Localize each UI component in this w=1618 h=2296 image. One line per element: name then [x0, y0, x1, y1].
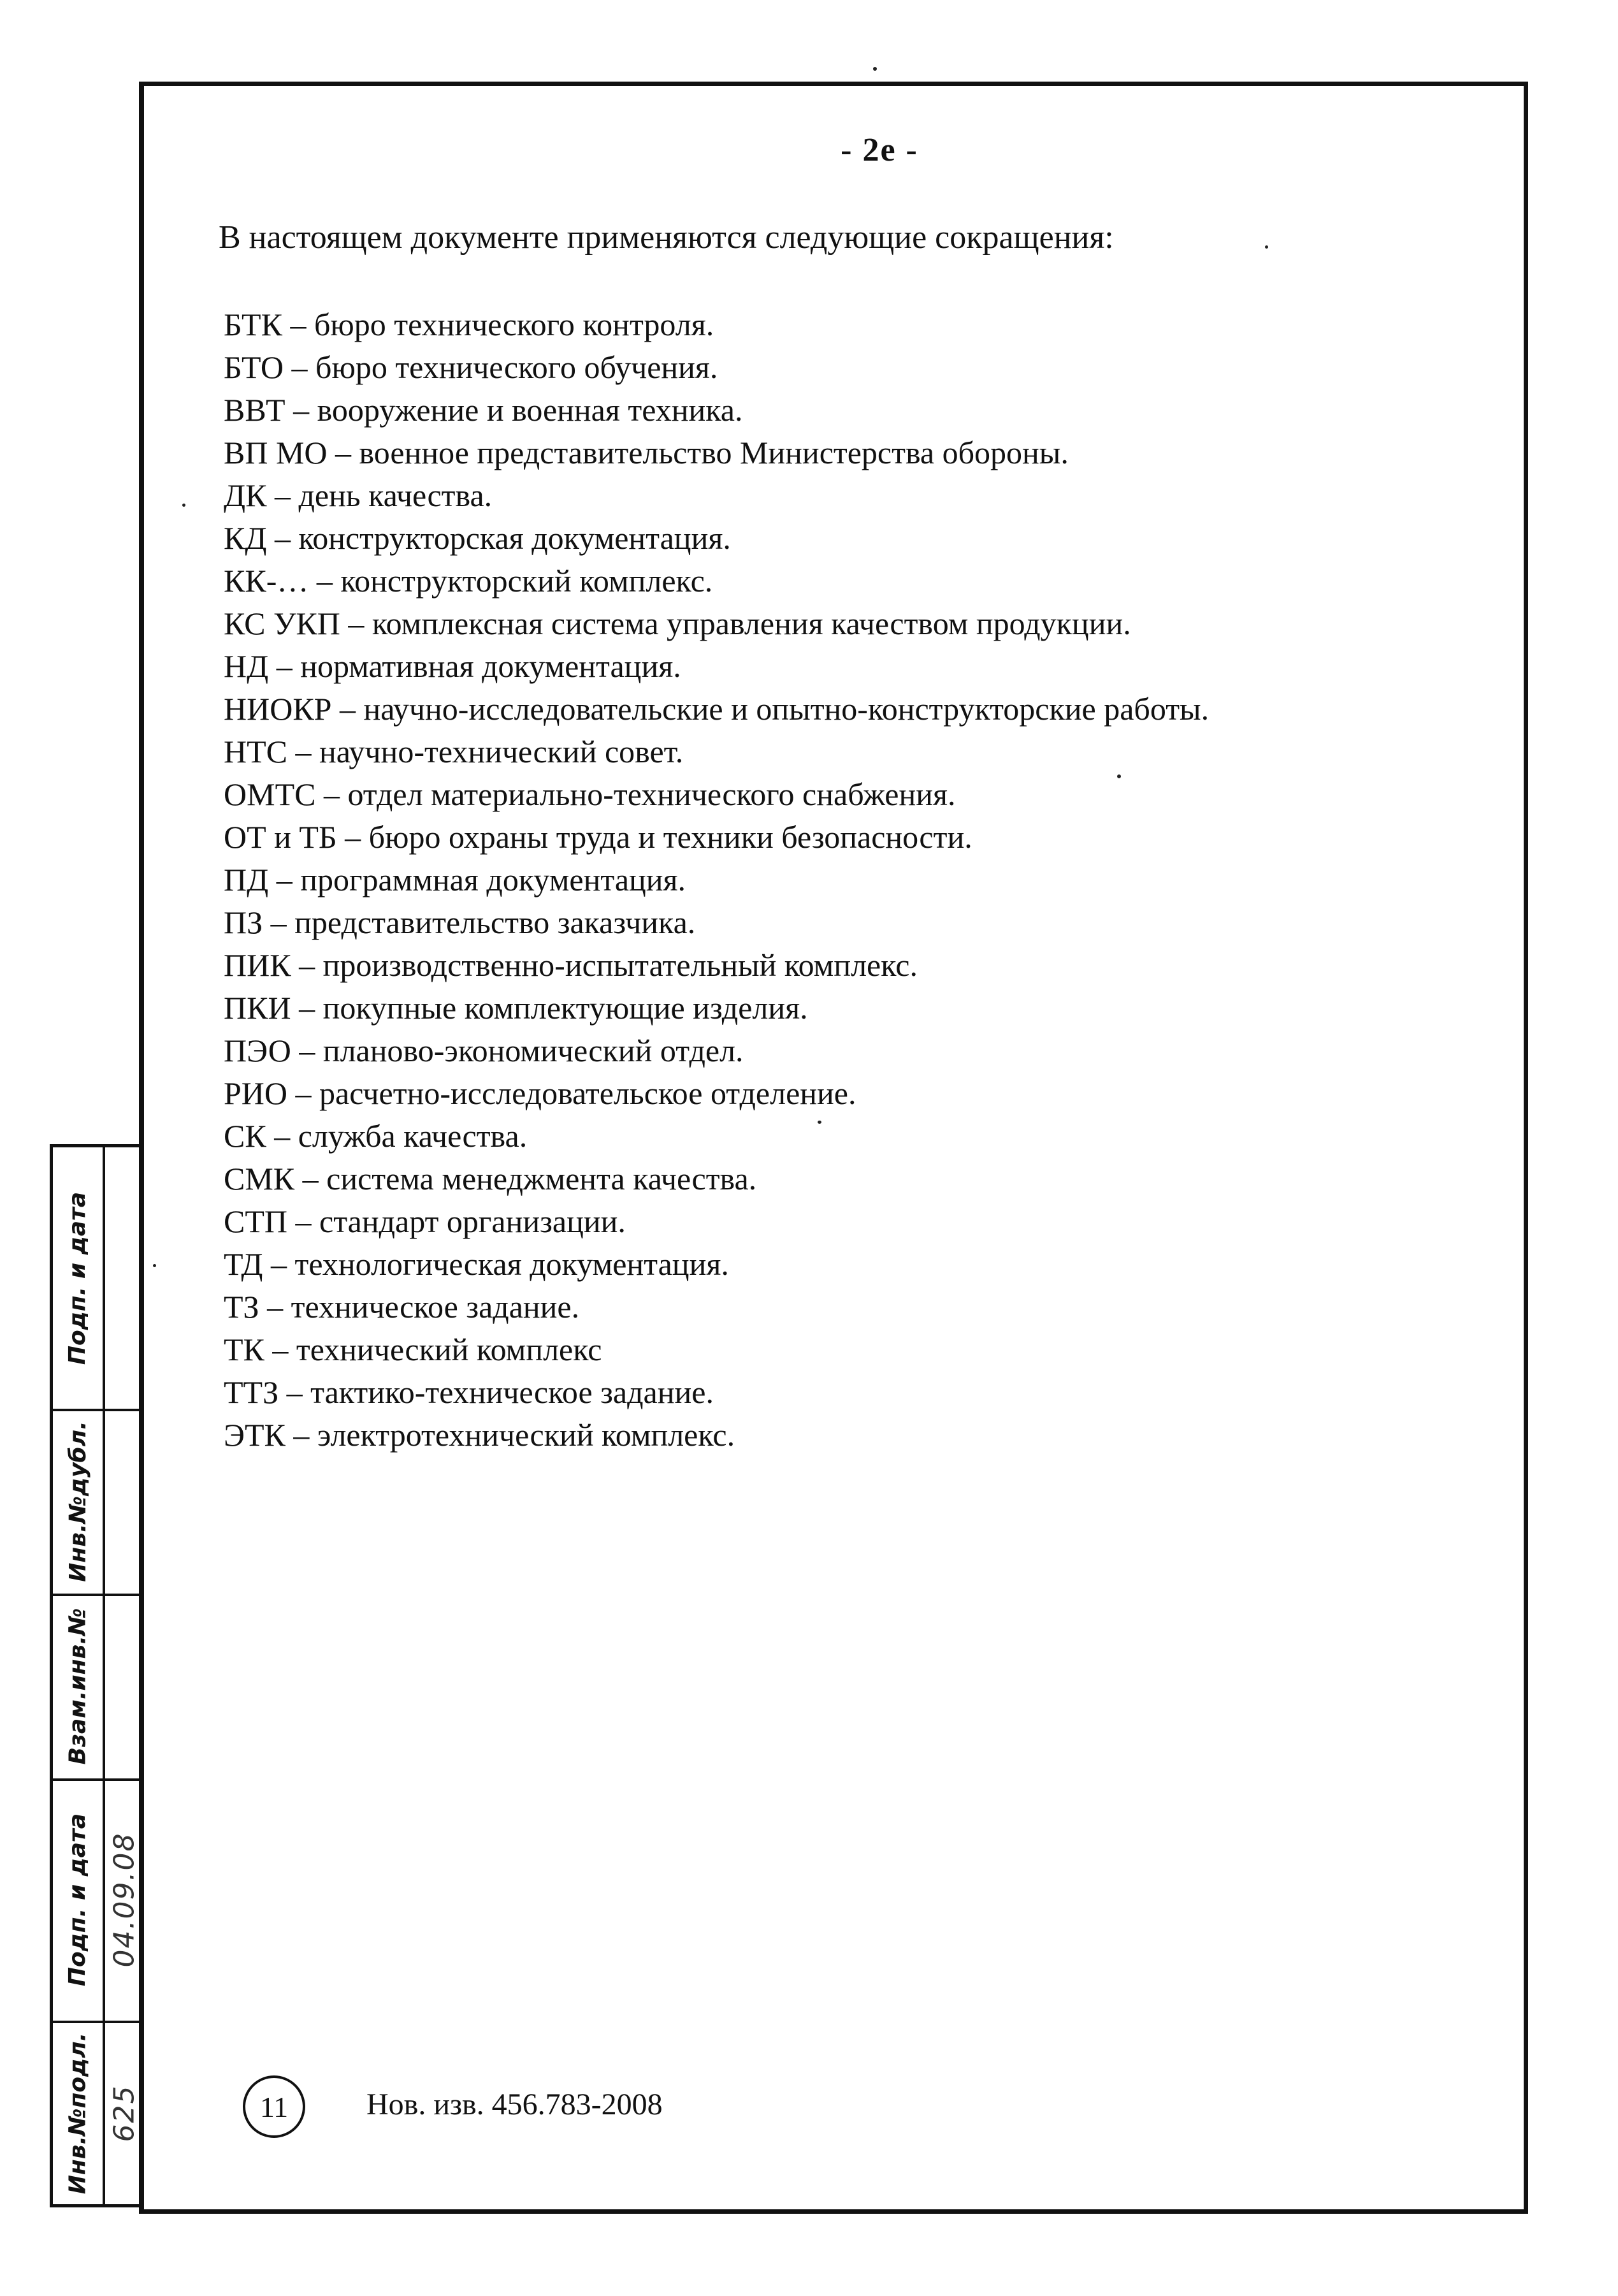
stamp-label: Взам.инв.№ [64, 1608, 91, 1764]
list-item: ПД – программная документация. [224, 862, 686, 897]
stamp-cell-inv-dubl [54, 1409, 101, 1594]
scan-speck [182, 504, 185, 507]
list-item: РИО – расчетно-исследовательское отделение. [224, 1075, 856, 1111]
list-item: ТЗ – техническое задание. [224, 1289, 580, 1325]
list-item: ТТЗ – тактико-техническое задание. [224, 1374, 714, 1410]
list-item: КД – конструкторская документация. [224, 520, 731, 556]
stamp-cell-inv-podl [54, 2021, 101, 2205]
intro-text: В настоящем документе применяются следующие сокращения: [219, 219, 1114, 256]
list-item: БТК – бюро технического контроля. [224, 307, 714, 342]
scan-speck [1117, 774, 1121, 778]
list-item: ВВТ – вооружение и военная техника. [224, 392, 743, 428]
list-item: ДК – день качества. [224, 477, 493, 513]
change-number-circle [243, 2075, 305, 2138]
stamp-label: Подп. и дата [64, 1191, 91, 1365]
handwritten-date: 04.09.08 [108, 1832, 141, 1967]
list-item: ПКИ – покупные комплектующие изделия. [224, 990, 808, 1026]
change-notice-text: Нов. изв. 456.783-2008 [366, 2088, 663, 2121]
list-item: ПИК – производственно-испытательный комплекс. [224, 947, 918, 983]
list-item: НТС – научно-технический совет. [224, 734, 684, 769]
stamp-label: Подп. и дата [64, 1813, 91, 1986]
list-item: ОМТС – отдел материально-технического снабжения. [224, 776, 956, 812]
list-item: ТК – технический комплекс [224, 1332, 602, 1367]
stamp-handwritten-number [106, 2021, 142, 2205]
stamp-cell-podp-data-top [54, 1147, 101, 1409]
handwritten-number: 625 [108, 2084, 141, 2142]
list-item: КС УКП – комплексная система управления качеством продукции. [224, 606, 1131, 641]
scan-speck [153, 1264, 156, 1267]
stamp-label: Инв.№подл. [64, 2032, 91, 2194]
list-item: ПЭО – планово-экономический отдел. [224, 1033, 744, 1068]
scan-speck [873, 67, 877, 71]
change-number: 11 [259, 2090, 289, 2123]
list-item: СК – служба качества. [224, 1118, 528, 1154]
stamp-cell-podp-data-bottom [54, 1778, 101, 2021]
list-item: ТД – технологическая документация. [224, 1246, 729, 1282]
list-item: НД – нормативная документация. [224, 648, 681, 684]
list-item: СМК – система менеджмента качества. [224, 1161, 757, 1196]
stamp-cell-vzam-inv [54, 1594, 101, 1778]
list-item: ПЗ – представительство заказчика. [224, 905, 696, 940]
scan-speck [818, 1121, 821, 1124]
list-item: ВП МО – военное представительство Министерства обороны. [224, 435, 1069, 470]
abbreviation-list [224, 303, 1209, 1457]
stamp-column-divider [103, 1147, 105, 2204]
side-stamp-table [50, 1144, 143, 2207]
list-item: НИОКР – научно-исследовательские и опытно-конструкторские работы. [224, 691, 1210, 727]
stamp-label: Инв.№дубл. [64, 1420, 91, 1582]
list-item: СТП – стандарт организации. [224, 1203, 626, 1239]
list-item: ЭТК – электротехнический комплекс. [224, 1417, 735, 1453]
list-item: ОТ и ТБ – бюро охраны труда и техники безопасности. [224, 819, 972, 855]
list-item: БТО – бюро технического обучения. [224, 349, 718, 385]
list-item: КК-… – конструкторский комплекс. [224, 563, 713, 599]
stamp-handwritten-date [106, 1778, 142, 2021]
scan-speck [1265, 245, 1268, 249]
page-number: - 2е - [841, 132, 918, 168]
